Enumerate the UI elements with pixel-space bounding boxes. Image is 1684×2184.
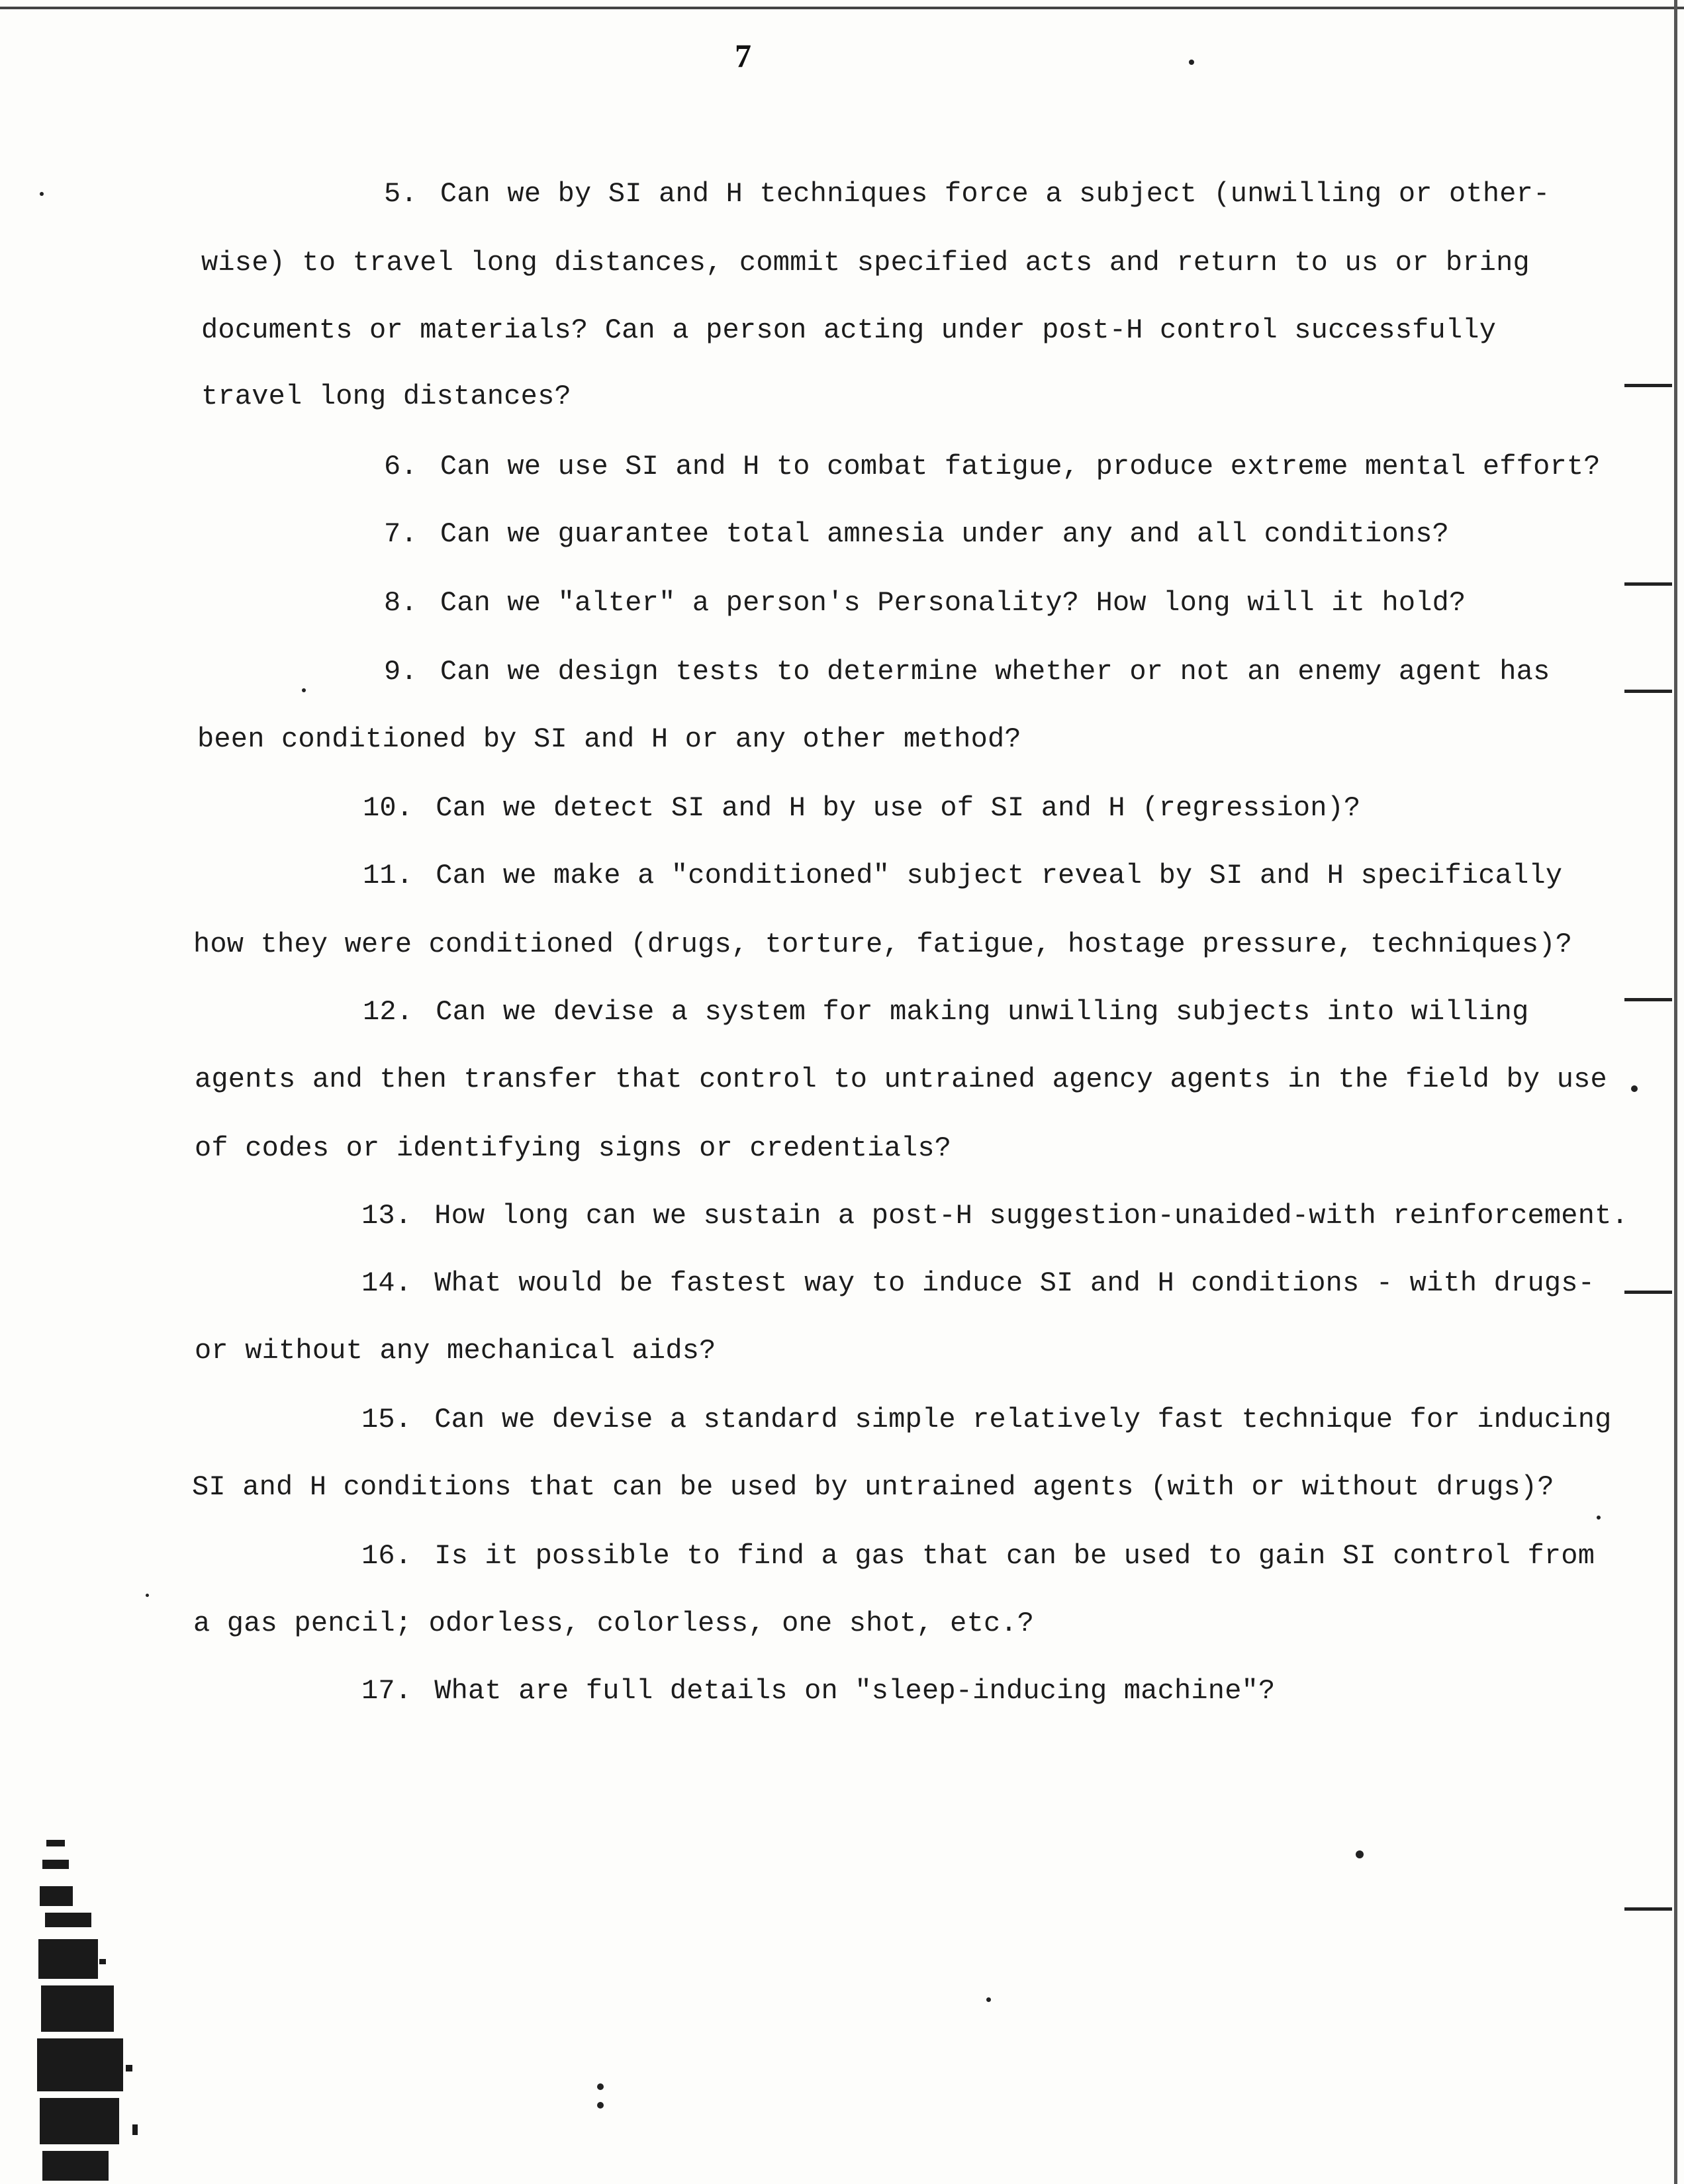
item-number: 15. [361,1404,412,1435]
item-16-line-1 [361,1539,1595,1572]
item-7-line-1 [384,518,1449,551]
margin-mark [1624,384,1672,387]
item-number: 7. [384,518,418,550]
item-9-line-2: been conditioned by SI and H or any other method? [197,723,1021,755]
item-text: Can we by SI and H techniques force a subject (unwilling or other- [440,178,1550,210]
right-page-edge [1674,0,1677,2184]
item-12-line-3: of codes or identifying signs or credentials? [195,1132,952,1164]
item-text: Can we devise a standard simple relatively fast technique for inducing [434,1404,1612,1435]
item-number: 14. [361,1267,412,1299]
item-text: Can we devise a system for making unwilling subjects into willing [436,996,1529,1028]
top-rule [0,7,1684,9]
item-16-line-2: a gas pencil; odorless, colorless, one shot, etc.? [193,1608,1035,1639]
item-number: 8. [384,587,418,619]
item-text: How long can we sustain a post-H suggestion-unaided-with reinforcement. [434,1200,1628,1232]
margin-mark [1624,1907,1672,1911]
item-number: 11. [363,860,414,891]
scan-speck [597,2083,604,2090]
item-number: 13. [361,1200,412,1232]
margin-mark [1624,1291,1672,1294]
item-text: Can we design tests to determine whether or not an enemy agent has [440,656,1550,688]
item-6-line-1 [384,450,1601,483]
scan-speck [597,2102,604,2109]
item-14-line-1 [361,1267,1595,1300]
item-15-line-2: SI and H conditions that can be used by untrained agents (with or without drugs)? [192,1471,1554,1503]
item-9-line-1 [384,655,1550,688]
margin-mark [1624,690,1672,693]
item-number: 9. [384,656,418,688]
item-11-line-1 [363,859,1562,892]
item-5-line-3: documents or materials? Can a person acting under post-H control successfully [201,314,1497,346]
item-text: What are full details on "sleep-inducing machine"? [434,1675,1276,1707]
item-17-line-1 [361,1674,1275,1707]
item-text: Can we use SI and H to combat fatigue, produce extreme mental effort? [440,451,1601,482]
page-number: 7 [735,37,751,74]
item-number: 17. [361,1675,412,1707]
item-5-line-1 [384,177,1550,210]
item-13-line-1 [361,1199,1628,1232]
scan-speck [302,688,306,692]
item-11-line-2: how they were conditioned (drugs, torture, fatigue, hostage pressure, techniques)? [193,929,1573,960]
item-text: Can we guarantee total amnesia under any and all conditions? [440,518,1450,550]
item-10-line-1 [363,792,1360,825]
item-5-line-4: travel long distances? [201,381,571,412]
item-14-line-2: or without any mechanical aids? [195,1335,716,1367]
item-number: 12. [363,996,414,1028]
item-12-line-2: agents and then transfer that control to untrained agency agents in the field by use [195,1064,1607,1095]
scan-speck [1356,1850,1364,1858]
item-number: 5. [384,178,418,210]
item-number: 6. [384,451,418,482]
scan-speck [1189,60,1194,65]
item-number: 10. [363,792,414,824]
item-number: 16. [361,1540,412,1572]
item-text: What would be fastest way to induce SI and H conditions - with drugs- [434,1267,1595,1299]
scan-speck [986,1997,991,2002]
item-text: Can we "alter" a person's Personality? How long will it hold? [440,587,1466,619]
scan-speck [1597,1516,1601,1520]
item-text: Can we make a "conditioned" subject reveal by SI and H specifically [436,860,1563,891]
scan-speck [146,1594,149,1597]
item-15-line-1 [361,1403,1612,1436]
scan-speck [1631,1085,1638,1092]
margin-mark [1624,582,1672,586]
item-12-line-1 [363,995,1529,1028]
scan-speck [40,192,44,196]
item-text: Can we detect SI and H by use of SI and H (regression)? [436,792,1361,824]
scan-noise-artifact [33,1813,165,2184]
item-8-line-1 [384,586,1466,619]
item-text: Is it possible to find a gas that can be used to gain SI control from [434,1540,1595,1572]
margin-mark [1624,998,1672,1001]
item-5-line-2: wise) to travel long distances, commit specified acts and return to us or bring [201,247,1530,279]
